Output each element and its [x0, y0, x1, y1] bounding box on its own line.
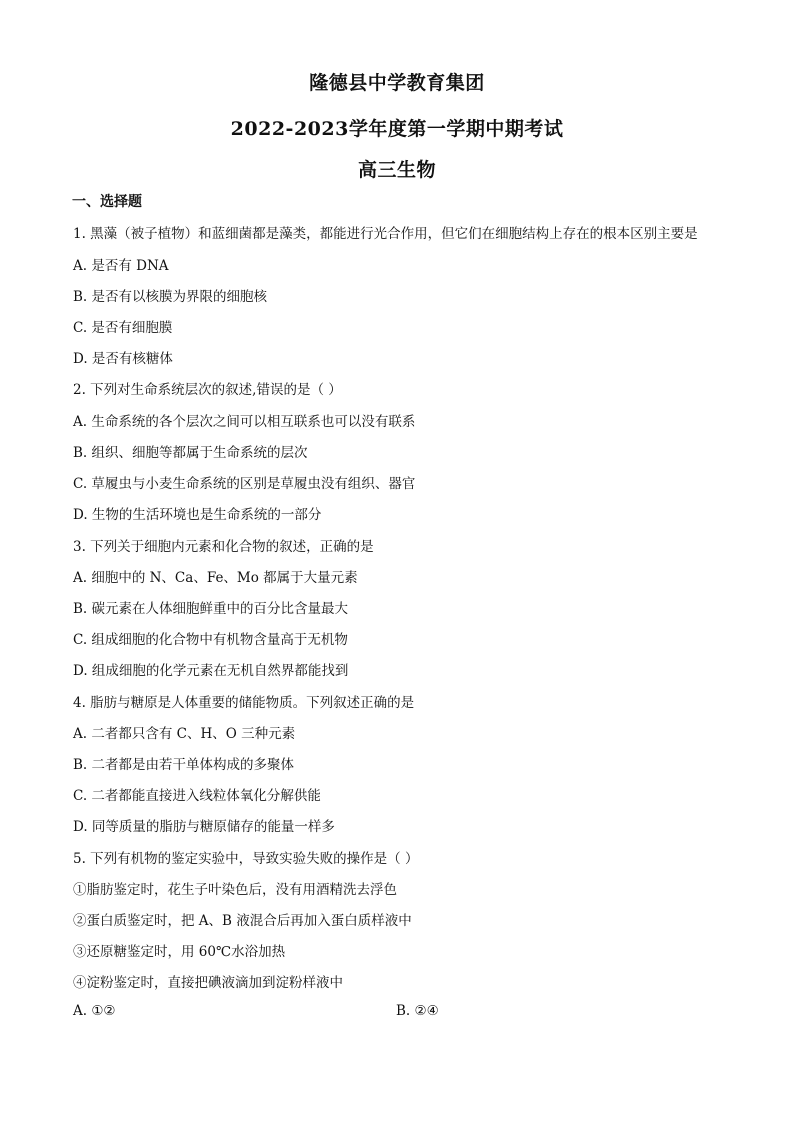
q4-stem: 4. 脂肪与糖原是人体重要的储能物质。下列叙述正确的是 — [73, 695, 415, 711]
q3-stem: 3. 下列关于细胞内元素和化合物的叙述，正确的是 — [73, 539, 374, 555]
q5-item-3: ③还原糖鉴定时，用 60℃水浴加热 — [73, 944, 286, 960]
subject-title: 高三生物 — [357, 159, 436, 181]
q1-stem: 1. 黑藻（被子植物）和蓝细菌都是藻类，都能进行光合作用，但它们在细胞结构上存在的根本区别主要是 — [73, 226, 698, 242]
q1-option-b: B. 是否有以核膜为界限的细胞核 — [73, 289, 268, 305]
q5-item-2: ②蛋白质鉴定时，把 A、B 液混合后再加入蛋白质样液中 — [73, 913, 412, 929]
q2-option-a: A. 生命系统的各个层次之间可以相互联系也可以没有联系 — [73, 414, 416, 430]
q4-option-b: B. 二者都是由若干单体构成的多聚体 — [73, 757, 295, 773]
q1-option-a: A. 是否有 DNA — [73, 258, 169, 274]
section-heading: 一、选择题 — [72, 194, 142, 210]
q5-stem: 5. 下列有机物的鉴定实验中，导致实验失败的操作是（ ） — [73, 851, 419, 867]
exam-title: 2022-2023学年度第一学期中期考试 — [230, 118, 564, 140]
q4-option-c: C. 二者都能直接进入线粒体氧化分解供能 — [73, 788, 321, 804]
q3-option-b: B. 碳元素在人体细胞鲜重中的百分比含量最大 — [73, 601, 349, 617]
q5-option-a: A. ①② — [73, 1003, 116, 1019]
q4-option-d: D. 同等质量的脂肪与糖原储存的能量一样多 — [73, 819, 335, 835]
q2-stem: 2. 下列对生命系统层次的叙述,错误的是（ ） — [73, 382, 342, 398]
school-title: 隆德县中学教育集团 — [309, 72, 485, 94]
q2-option-d: D. 生物的生活环境也是生命系统的一部分 — [73, 507, 322, 523]
q3-option-c: C. 组成细胞的化合物中有机物含量高于无机物 — [73, 632, 348, 648]
q2-option-b: B. 组织、细胞等都属于生命系统的层次 — [73, 445, 308, 461]
q5-option-b: B. ②④ — [396, 1003, 439, 1019]
q3-option-d: D. 组成细胞的化学元素在无机自然界都能找到 — [73, 663, 349, 679]
q4-option-a: A. 二者都只含有 C、H、O 三种元素 — [73, 726, 296, 742]
q5-item-4: ④淀粉鉴定时，直接把碘液滴加到淀粉样液中 — [73, 975, 343, 991]
q1-option-c: C. 是否有细胞膜 — [73, 320, 173, 336]
q5-item-1: ①脂肪鉴定时，花生子叶染色后，没有用酒精洗去浮色 — [73, 882, 397, 898]
q2-option-c: C. 草履虫与小麦生命系统的区别是草履虫没有组织、器官 — [73, 476, 416, 492]
q1-option-d: D. 是否有核糖体 — [73, 351, 173, 367]
q3-option-a: A. 细胞中的 N、Ca、Fe、Mo 都属于大量元素 — [73, 570, 358, 586]
